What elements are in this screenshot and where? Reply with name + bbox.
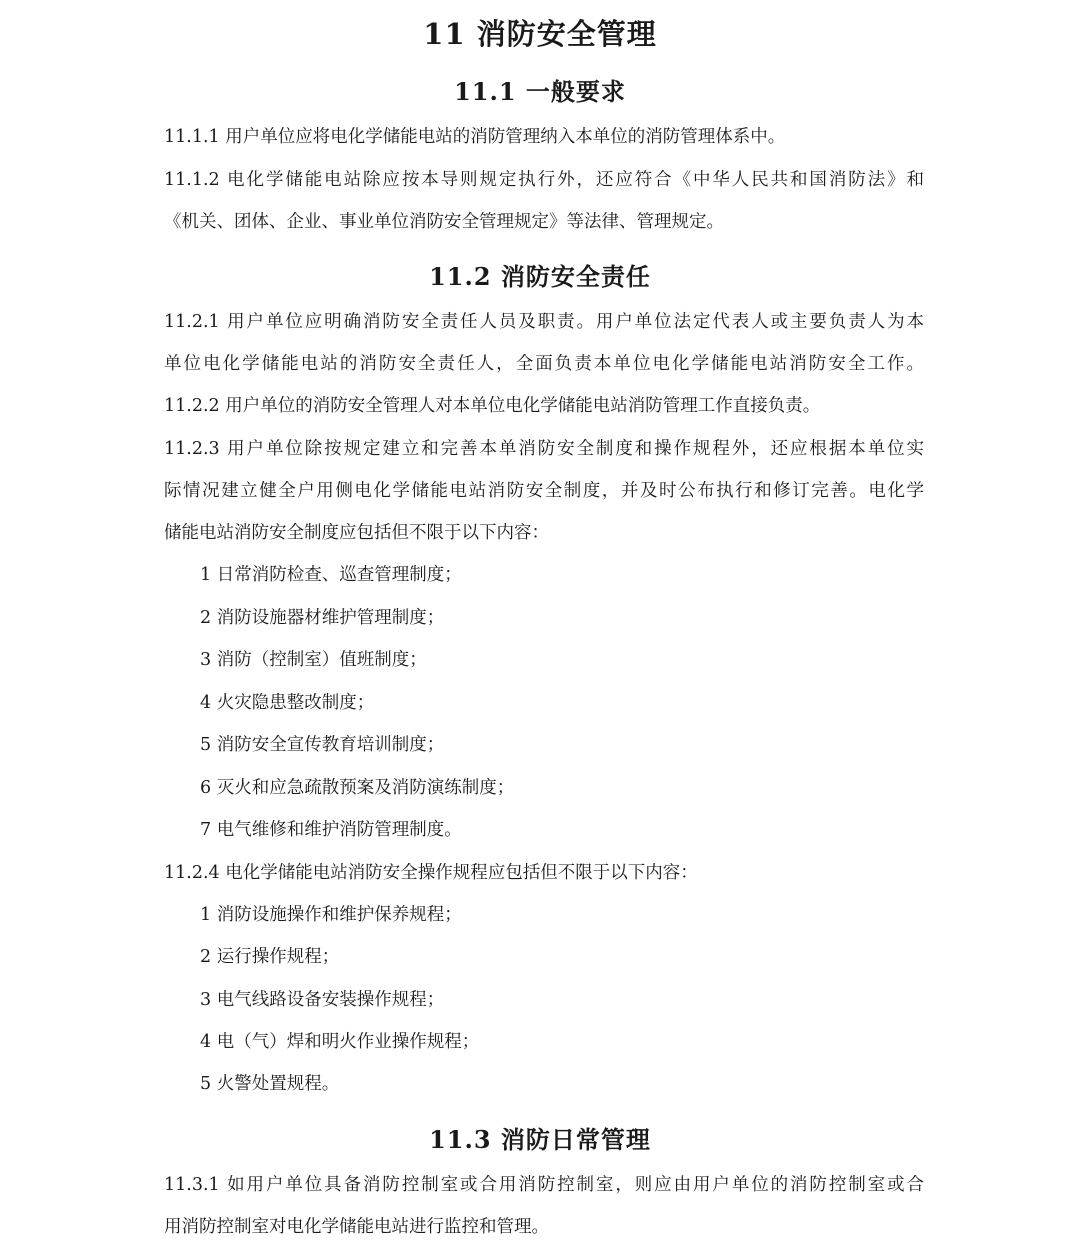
clause-11-2-3-line-1: 11.2.3 用户单位除按规定建立和完善本单消防安全制度和操作规程外，还应根据本单位实 [164, 439, 924, 459]
list-item: 3 电气线路设备安装操作规程； [200, 990, 445, 1010]
clause-11-1-2-line-1: 11.1.2 电化学储能电站除应按本导则规定执行外，还应符合《中华人民共和国消防法》和 [164, 170, 924, 190]
list-item: 5 火警处置规程。 [200, 1074, 340, 1094]
clause-11-3-1-line-1: 11.3.1 如用户单位具备消防控制室或合用消防控制室，则应由用户单位的消防控制室或合 [164, 1175, 924, 1195]
clause-11-2-1-line-1: 11.2.1 用户单位应明确消防安全责任人员及职责。用户单位法定代表人或主要负责人为本 [164, 312, 924, 332]
clause-11-2-2: 11.2.2 用户单位的消防安全管理人对本单位电化学储能电站消防管理工作直接负责。 [164, 396, 821, 416]
clause-11-1-1: 11.1.1 用户单位应将电化学储能电站的消防管理纳入本单位的消防管理体系中。 [164, 127, 786, 147]
list-item: 6 灭火和应急疏散预案及消防演练制度； [200, 778, 515, 798]
list-item: 3 消防（控制室）值班制度； [200, 650, 427, 670]
list-item: 4 电（气）焊和明火作业操作规程； [200, 1032, 480, 1052]
section-heading-11-3: 11.3 消防日常管理 [429, 1125, 651, 1154]
clause-11-2-4: 11.2.4 电化学储能电站消防安全操作规程应包括但不限于以下内容： [164, 863, 698, 883]
clause-11-2-3-line-2: 际情况建立健全户用侧电化学储能电站消防安全制度，并及时公布执行和修订完善。电化学 [164, 481, 924, 501]
list-item: 2 消防设施器材维护管理制度； [200, 608, 445, 628]
list-item: 5 消防安全宣传教育培训制度； [200, 735, 445, 755]
chapter-title: 11 消防安全管理 [423, 17, 657, 51]
list-item: 2 运行操作规程； [200, 947, 340, 967]
clause-11-2-1-line-2: 单位电化学储能电站的消防安全责任人，全面负责本单位电化学储能电站消防安全工作。 [164, 354, 924, 374]
list-item: 1 日常消防检查、巡查管理制度； [200, 565, 462, 585]
section-heading-11-1: 11.1 一般要求 [454, 77, 626, 106]
clause-11-1-2-line-2: 《机关、团体、企业、事业单位消防安全管理规定》等法律、管理规定。 [164, 212, 724, 232]
clause-11-2-3-line-3: 储能电站消防安全制度应包括但不限于以下内容： [164, 523, 549, 543]
section-heading-11-2: 11.2 消防安全责任 [429, 262, 651, 291]
clause-11-3-1-line-2: 用消防控制室对电化学储能电站进行监控和管理。 [164, 1217, 549, 1237]
list-item: 4 火灾隐患整改制度； [200, 693, 375, 713]
list-item: 1 消防设施操作和维护保养规程； [200, 905, 462, 925]
list-item: 7 电气维修和维护消防管理制度。 [200, 820, 462, 840]
